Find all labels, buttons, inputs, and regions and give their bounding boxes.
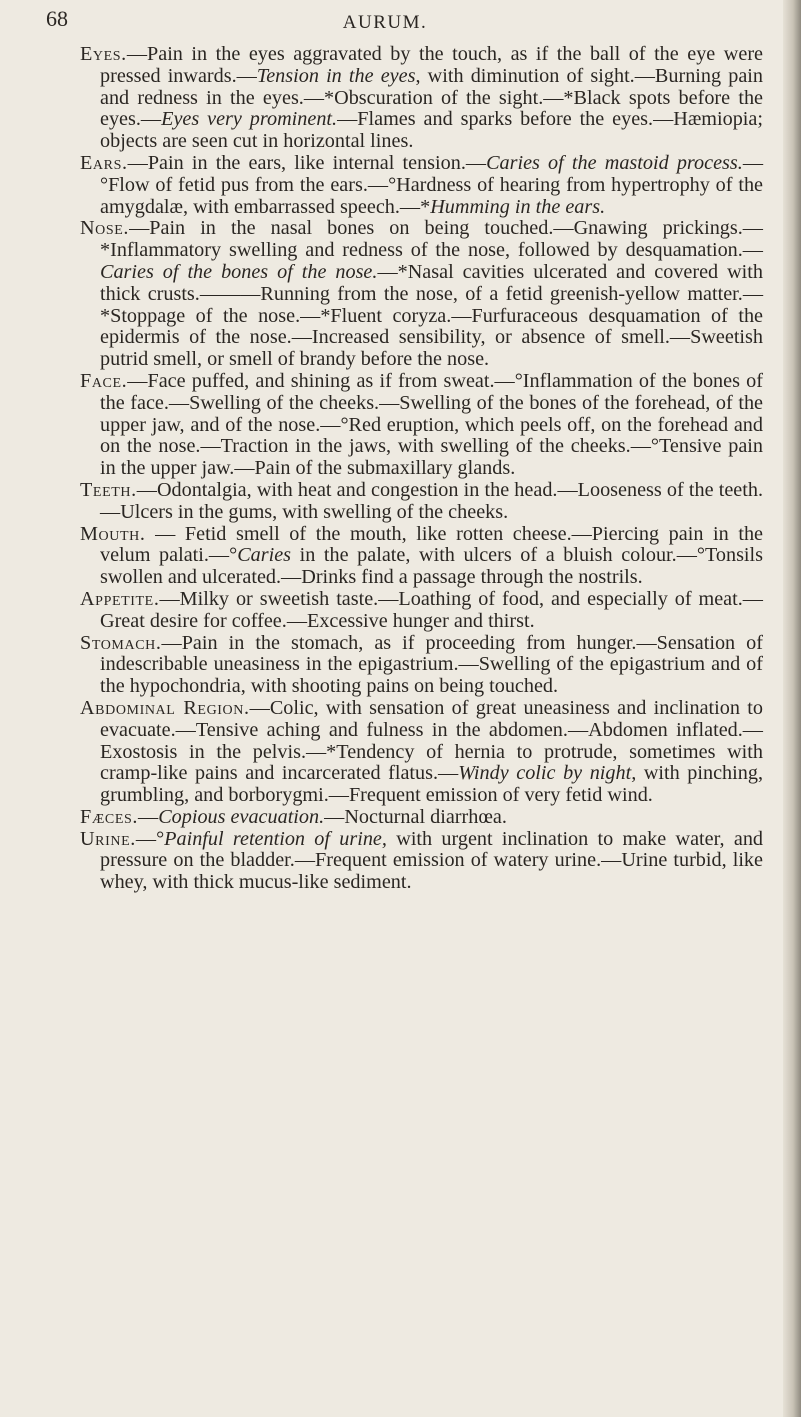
- text-run: °: [156, 827, 165, 850]
- text-run: —Nocturnal diarrhœa.: [324, 805, 507, 828]
- text-run: , with diminution of sight.—Burning pain and redness in the eyes.—*Obscuration of the sight.—*Black spots before the eyes.—: [100, 64, 763, 131]
- section-heading: Ears.: [80, 151, 128, 174]
- italic-run: Humming in the ears.: [430, 195, 606, 218]
- section-heading: Teeth.: [80, 478, 137, 501]
- text-run: Pain in the stomach, as if proceeding from hunger.—Sensation of indescribable uneasiness in the epigastrium.—Swelling of the epigastrium and of the hypochondria, with shooting pains on being touched.: [100, 631, 763, 698]
- italic-run: Caries of the bones of the nose.: [100, 260, 378, 283]
- italic-run: Windy colic by night,: [458, 762, 637, 785]
- italic-run: Tension in the eyes: [256, 64, 416, 87]
- section-heading: Abdominal Region.: [80, 696, 250, 719]
- italic-run: Caries: [237, 544, 292, 567]
- section-heading: Stomach.: [80, 631, 162, 654]
- section-heading: Appetite.: [80, 587, 160, 610]
- text-run: —°Flow of fetid pus from the ears.—°Hardness of hearing from hypertrophy of the amygdalæ, with embarrassed speech.—*: [100, 151, 763, 218]
- section-appetite: Appetite.—Milky or sweetish taste.—Loathing of food, and especially of meat.—Great desire for coffee.—Excessive hunger and thirst.: [80, 587, 763, 632]
- italic-run: Painful retention of urine,: [164, 827, 387, 850]
- italic-run: Copious evacuation.: [158, 805, 325, 828]
- section-face: Face.—Face puffed, and shining as if from sweat.—°Inflammation of the bones of the face.—Swelling of the cheeks.—Swelling of the bones of the forehead, of the upper jaw, and of the nose.—°Red eruption, which peels off, on the forehead and on the nose.—Traction in the jaws, with swelling of the cheeks.—°Tensive pain in the upper jaw.—Pain of the submaxillary glands.: [80, 369, 763, 480]
- text-run: Colic, with sensation of great uneasiness and inclination to evacuate.—Tensive aching and fulness in the abdomen.—Abdomen inflated.—Exostosis in the pelvis.—*Tendency of hernia to protrude, sometimes with cramp-like pains and incarcerated flatus.—: [100, 696, 764, 785]
- text-run: Pain in the nasal bones on being touched.—Gnawing prickings.—*Inflammatory swelling and redness of the nose, followed by desquamation.—: [100, 217, 763, 262]
- italic-run: Eyes very prominent.: [161, 108, 338, 131]
- text-run: —Flames and sparks before the eyes.—Hæmiopia; objects are seen cut in horizontal lines.: [100, 108, 763, 153]
- section-ears: Ears.—Pain in the ears, like internal tension.—Caries of the mastoid process.—°Flow of fetid pus from the ears.—°Hardness of hearing from hypertrophy of the amygdalæ, with embarrassed speech.—*Humming in the ears.: [80, 151, 763, 218]
- running-head: AURUM.: [342, 12, 428, 33]
- section-urine: Urine.—°Painful retention of urine, with urgent inclination to make water, and pressure on the bladder.—Frequent emission of watery urine.—Urine turbid, like whey, with thick mucus-like sediment.: [80, 827, 764, 894]
- text-run: —*Nasal cavities ulcerated and covered with thick crusts.———Running from the nose, of a fetid greenish-yellow matter.—*Stoppage of the nose.—*Fluent coryza.—Furfuraceous desquamation of the epidermis of the nose.—Increased sensibility, or absence of smell.—Sweetish putrid smell, or smell of brandy before the nose.: [100, 260, 763, 371]
- page-edge: [783, 0, 801, 1417]
- text-run: Pain in the ears, like internal tension.—: [147, 151, 487, 174]
- text-run: Pain in the eyes aggravated by the touch, as if the ball of the eye were pressed inwards.—: [100, 43, 763, 87]
- section-abdominal-region: Abdominal Region.—Colic, with sensation of great uneasiness and inclination to evacuate.—Tensive aching and fulness in the abdomen.—Abdomen inflated.—Exostosis in the pelvis.—*Tendency of hernia to protrude, sometimes with cramp-like pains and incarcerated flatus.—Windy colic by night, with pinching, grumbling, and borborygmi.—Frequent emission of very fetid wind.: [80, 696, 764, 807]
- page-body: [80, 44, 763, 894]
- section-mouth: Mouth. — Fetid smell of the mouth, like rotten cheese.—Piercing pain in the velum palati.—°Caries in the palate, with ulcers of a bluish colour.—°Tonsils swollen and ulcerated.—Drinks find a passage through the nostrils.: [80, 522, 763, 589]
- section-nose: Nose.—Pain in the nasal bones on being touched.—Gnawing prickings.—*Inflammatory swelling and redness of the nose, followed by desquamation.—Caries of the bones of the nose.—*Nasal cavities ulcerated and covered with thick crusts.———Running from the nose, of a fetid greenish-yellow matter.—*Stoppage of the nose.—*Fluent coryza.—Furfuraceous desquamation of the epidermis of the nose.—Increased sensibility, or absence of smell.—Sweetish putrid smell, or smell of brandy before the nose.: [80, 217, 763, 371]
- italic-run: Caries of the mastoid process.: [486, 151, 743, 174]
- text-run: Odontalgia, with heat and congestion in the head.—Looseness of the teeth.—Ulcers in the gums, with swelling of the cheeks.: [100, 478, 763, 523]
- text-run: with urgent inclination to make water, and pressure on the bladder.—Frequent emission of watery urine.—Urine turbid, like whey, with thick mucus-like sediment.: [100, 827, 764, 894]
- text-run: in the palate, with ulcers of a bluish colour.—°Tonsils swollen and ulcerated.—Drinks find a passage through the nostrils.: [100, 544, 763, 589]
- section-heading: Fæces.: [80, 805, 138, 828]
- section-teeth: Teeth.—Odontalgia, with heat and congestion in the head.—Looseness of the teeth.—Ulcers in the gums, with swelling of the cheeks.: [80, 478, 763, 523]
- section-stomach: Stomach.—Pain in the stomach, as if proceeding from hunger.—Sensation of indescribable uneasiness in the epigastrium.—Swelling of the epigastrium and of the hypochondria, with shooting pains on being touched.: [80, 631, 763, 698]
- text-run: with pinching, grumbling, and borborygmi.—Frequent emission of very fetid wind.: [100, 762, 763, 807]
- text-run: Milky or sweetish taste.—Loathing of food, and especially of meat.—Great desire for coffee.—Excessive hunger and thirst.: [100, 587, 763, 632]
- section-eyes: Eyes.—Pain in the eyes aggravated by the touch, as if the ball of the eye were pressed inwards.—Tension in the eyes, with diminution of sight.—Burning pain and redness in the eyes.—*Obscuration of the sight.—*Black spots before the eyes.—Eyes very prominent.—Flames and sparks before the eyes.—Hæmiopia; objects are seen cut in horizontal lines.: [80, 43, 763, 153]
- page-number: 68: [46, 6, 68, 31]
- section-heading: Urine.: [80, 827, 136, 850]
- section-heading: Nose.: [80, 217, 130, 240]
- section-faeces: Fæces.—Copious evacuation.—Nocturnal diarrhœa.: [80, 805, 507, 828]
- section-heading: Face.: [80, 369, 128, 392]
- text-run: Fetid smell of the mouth, like rotten cheese.—Piercing pain in the velum palati.—°: [100, 522, 763, 567]
- text-run: Face puffed, and shining as if from sweat.—°Inflammation of the bones of the face.—Swelling of the cheeks.—Swelling of the bones of the forehead, of the upper jaw, and of the nose.—°Red eruption, which peels off, on the forehead and on the nose.—Traction in the jaws, with swelling of the cheeks.—°Tensive pain in the upper jaw.—Pain of the submaxillary glands.: [100, 369, 763, 480]
- section-heading: Mouth.: [80, 522, 146, 545]
- section-heading: Eyes.: [80, 43, 127, 65]
